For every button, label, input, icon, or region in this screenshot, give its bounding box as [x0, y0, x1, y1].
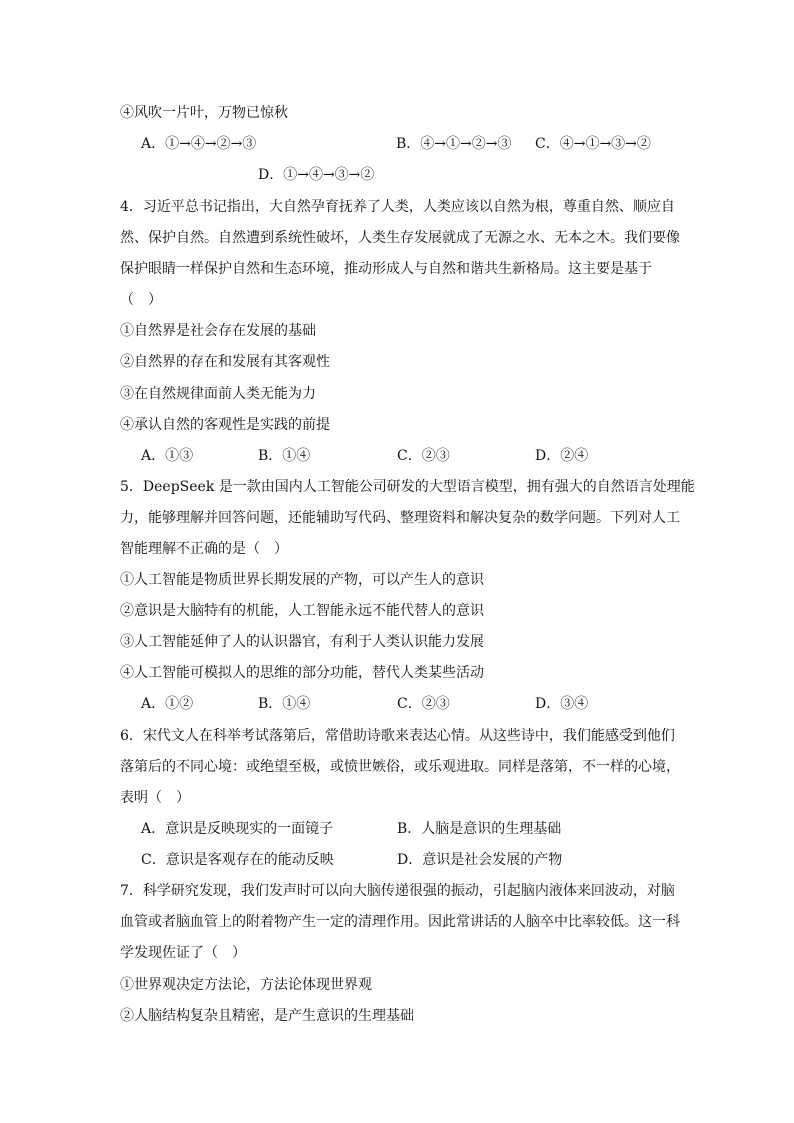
q5-option-d[interactable]: D．③④ — [535, 696, 589, 712]
q4-option-c[interactable]: C．②③ — [397, 448, 450, 464]
q4-stem-line: 然、保护自然。自然遭到系统性破坏，人类生存发展就成了无源之水、无本之木。我们要像 — [120, 230, 680, 246]
q4-option-a[interactable]: A．①③ — [141, 448, 194, 464]
q4-item: ④承认自然的客观性是实践的前提 — [120, 417, 330, 433]
q5-item: ①人工智能是物质世界长期发展的产物，可以产生人的意识 — [120, 572, 484, 588]
q5-item: ③人工智能延伸了人的认识器官，有利于人类认识能力发展 — [120, 634, 484, 650]
q4-stem-line: （ ） — [120, 292, 162, 308]
q6-option-d[interactable]: D．意识是社会发展的产物 — [397, 852, 563, 868]
q3-option-a[interactable]: A．①→④→②→③ — [141, 136, 257, 152]
q5-option-a[interactable]: A．①② — [141, 696, 194, 712]
q5-option-b[interactable]: B．①④ — [258, 696, 311, 712]
q4-item: ③在自然规律面前人类无能为力 — [120, 386, 316, 402]
q7-item: ①世界观决定方法论，方法论体现世界观 — [120, 977, 372, 993]
q4-option-b[interactable]: B．①④ — [258, 448, 311, 464]
q7-stem-line: 7．科学研究发现，我们发声时可以向大脑传递很强的振动，引起脑内液体来回波动，对脑 — [120, 883, 675, 899]
q6-stem-line: 落第后的不同心境：或绝望至极，或愤世嫉俗，或乐观进取。同样是落第，不一样的心境， — [120, 759, 680, 775]
q3-option-b[interactable]: B．④→①→②→③ — [396, 136, 512, 152]
q5-option-c[interactable]: C．②③ — [397, 696, 450, 712]
q7-stem-line: 血管或者脑血管上的附着物产生一定的清理作用。因此常讲话的人脑卒中比率较低。这一科 — [120, 914, 680, 930]
q3-option-d[interactable]: D．①→④→③→② — [258, 167, 375, 183]
q6-stem-line: 表明（ ） — [120, 790, 190, 806]
q6-option-c[interactable]: C．意识是客观存在的能动反映 — [141, 852, 334, 868]
q5-stem-line: 5．DeepSeek 是一款由国内人工智能公司研发的大型语言模型，拥有强大的自然语言处理能 — [120, 479, 695, 495]
q3-item-4: ④风吹一片叶，万物已惊秋 — [120, 105, 288, 121]
q4-stem-line: 4．习近平总书记指出，大自然孕育抚养了人类，人类应该以自然为根，尊重自然、顺应自 — [120, 199, 675, 215]
q6-option-b[interactable]: B．人脑是意识的生理基础 — [397, 821, 562, 837]
q5-stem-line: 智能理解不正确的是（ ） — [120, 541, 288, 557]
q4-item: ②自然界的存在和发展有其客观性 — [120, 354, 330, 370]
q6-stem-line: 6．宋代文人在科举考试落第后，常借助诗歌来表达心情。从这些诗中，我们能感受到他们 — [120, 728, 675, 744]
q3-option-c[interactable]: C．④→①→③→② — [535, 136, 651, 152]
q7-item: ②人脑结构复杂且精密，是产生意识的生理基础 — [120, 1008, 414, 1024]
q4-stem-line: 保护眼睛一样保护自然和生态环境，推动形成人与自然和谐共生新格局。这主要是基于 — [120, 261, 652, 277]
q7-stem-line: 学发现佐证了（ ） — [120, 945, 246, 961]
q4-item: ①自然界是社会存在发展的基础 — [120, 323, 316, 339]
q4-option-d[interactable]: D．②④ — [535, 448, 589, 464]
q6-option-a[interactable]: A．意识是反映现实的一面镜子 — [141, 821, 334, 837]
q5-item: ④人工智能可模拟人的思维的部分功能，替代人类某些活动 — [120, 665, 484, 681]
q5-stem-line: 力，能够理解并回答问题，还能辅助写代码、整理资料和解决复杂的数学问题。下列对人工 — [120, 510, 680, 526]
q5-item: ②意识是大脑特有的机能，人工智能永远不能代替人的意识 — [120, 603, 484, 619]
